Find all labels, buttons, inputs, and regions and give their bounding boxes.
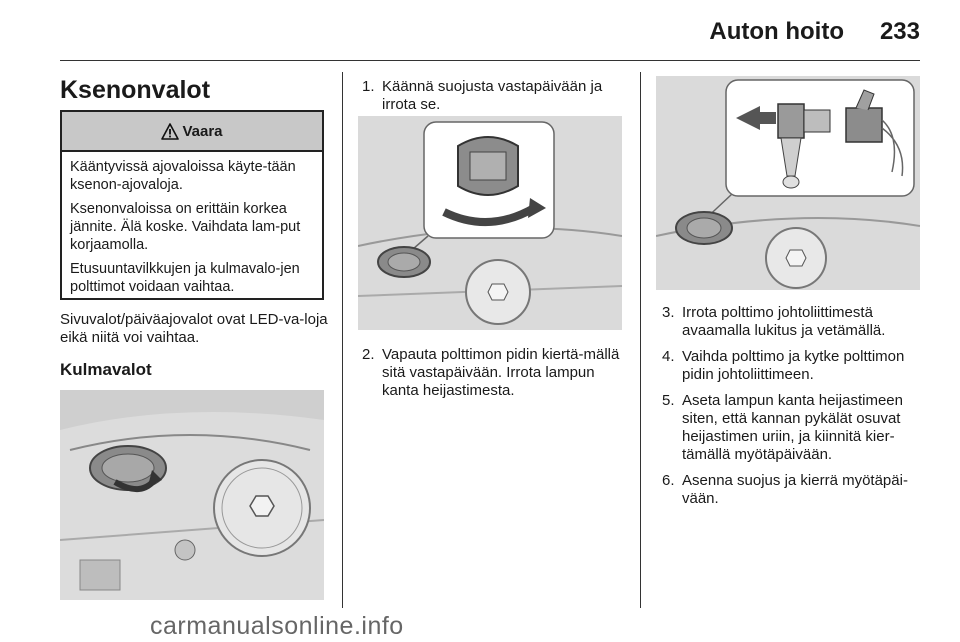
step-text: Aseta lampun kanta heijastimeen siten, että kannan pykälät osuvat heijastimen uriin, ja kiinnitä kier-tämällä myötäpäivään.	[682, 392, 903, 463]
warning-header	[62, 112, 322, 152]
running-header-section: Auton hoito	[709, 18, 844, 45]
steps-list-part-3	[662, 304, 922, 516]
illustration-cornering-light-cover	[60, 390, 324, 600]
step-number: 3.	[662, 304, 675, 321]
warning-paragraph: Etusuuntavilkkujen ja kulmavalo-jen polttimot voidaan vaihtaa.	[70, 261, 300, 295]
watermark: carmanualsonline.info	[150, 612, 404, 640]
step-item	[662, 472, 922, 508]
step-item	[662, 304, 922, 340]
page-number: 233	[879, 18, 920, 45]
step-number: 1.	[362, 78, 375, 95]
illustration-remove-cover	[358, 116, 622, 330]
step-item	[662, 348, 922, 384]
main-beam-cap	[214, 460, 310, 556]
step-text: Käännä suojusta vastapäivään ja irrota se.	[382, 78, 603, 113]
warning-paragraph: Kääntyvissä ajovaloissa käyte-tään ksenon-ajovaloja.	[70, 159, 296, 193]
warning-box	[60, 110, 324, 300]
step-number: 6.	[662, 472, 675, 489]
section-title: Ksenonvalot	[60, 76, 211, 104]
step-number: 2.	[362, 346, 375, 363]
subsection-heading: Kulmavalot	[60, 360, 152, 379]
step-item	[362, 346, 624, 400]
warning-heading: Vaara	[182, 122, 223, 140]
illustration-bulb-connector	[656, 76, 920, 290]
step-text: Vapauta polttimon pidin kiertä-mällä sitä vastapäivään. Irrota lampun kanta heijastimesta.	[382, 346, 620, 399]
step-text: Asenna suojus ja kierrä myötäpäi-vään.	[682, 472, 908, 507]
headlamp-illustration	[60, 390, 324, 600]
detail-inset	[726, 80, 914, 196]
bulb-connector-illustration	[656, 76, 920, 290]
step-text: Irrota polttimo johtoliittimestä avaamalla lukitus ja vetämällä.	[682, 304, 886, 339]
step-text: Vaihda polttimo ja kytke polttimon pidin johtoliittimeen.	[682, 348, 905, 383]
steps-list-part-2	[362, 346, 624, 408]
step-number: 4.	[662, 348, 675, 365]
warning-triangle-icon	[161, 123, 179, 140]
intro-paragraph: Sivuvalot/päiväajovalot ovat LED-va-loja eikä niitä voi vaihtaa.	[60, 311, 328, 346]
header-divider	[60, 60, 920, 61]
step-item	[362, 78, 624, 114]
step-item	[662, 392, 922, 464]
step-number: 5.	[662, 392, 675, 409]
warning-body	[62, 152, 322, 296]
column-divider-left	[342, 72, 343, 608]
warning-paragraph: Ksenonvaloissa on erittäin korkea jännite. Älä koske. Vaihdata lam-put korjaamolla.	[70, 201, 301, 253]
column-divider-right	[640, 72, 641, 608]
cover-removal-illustration	[358, 116, 622, 330]
